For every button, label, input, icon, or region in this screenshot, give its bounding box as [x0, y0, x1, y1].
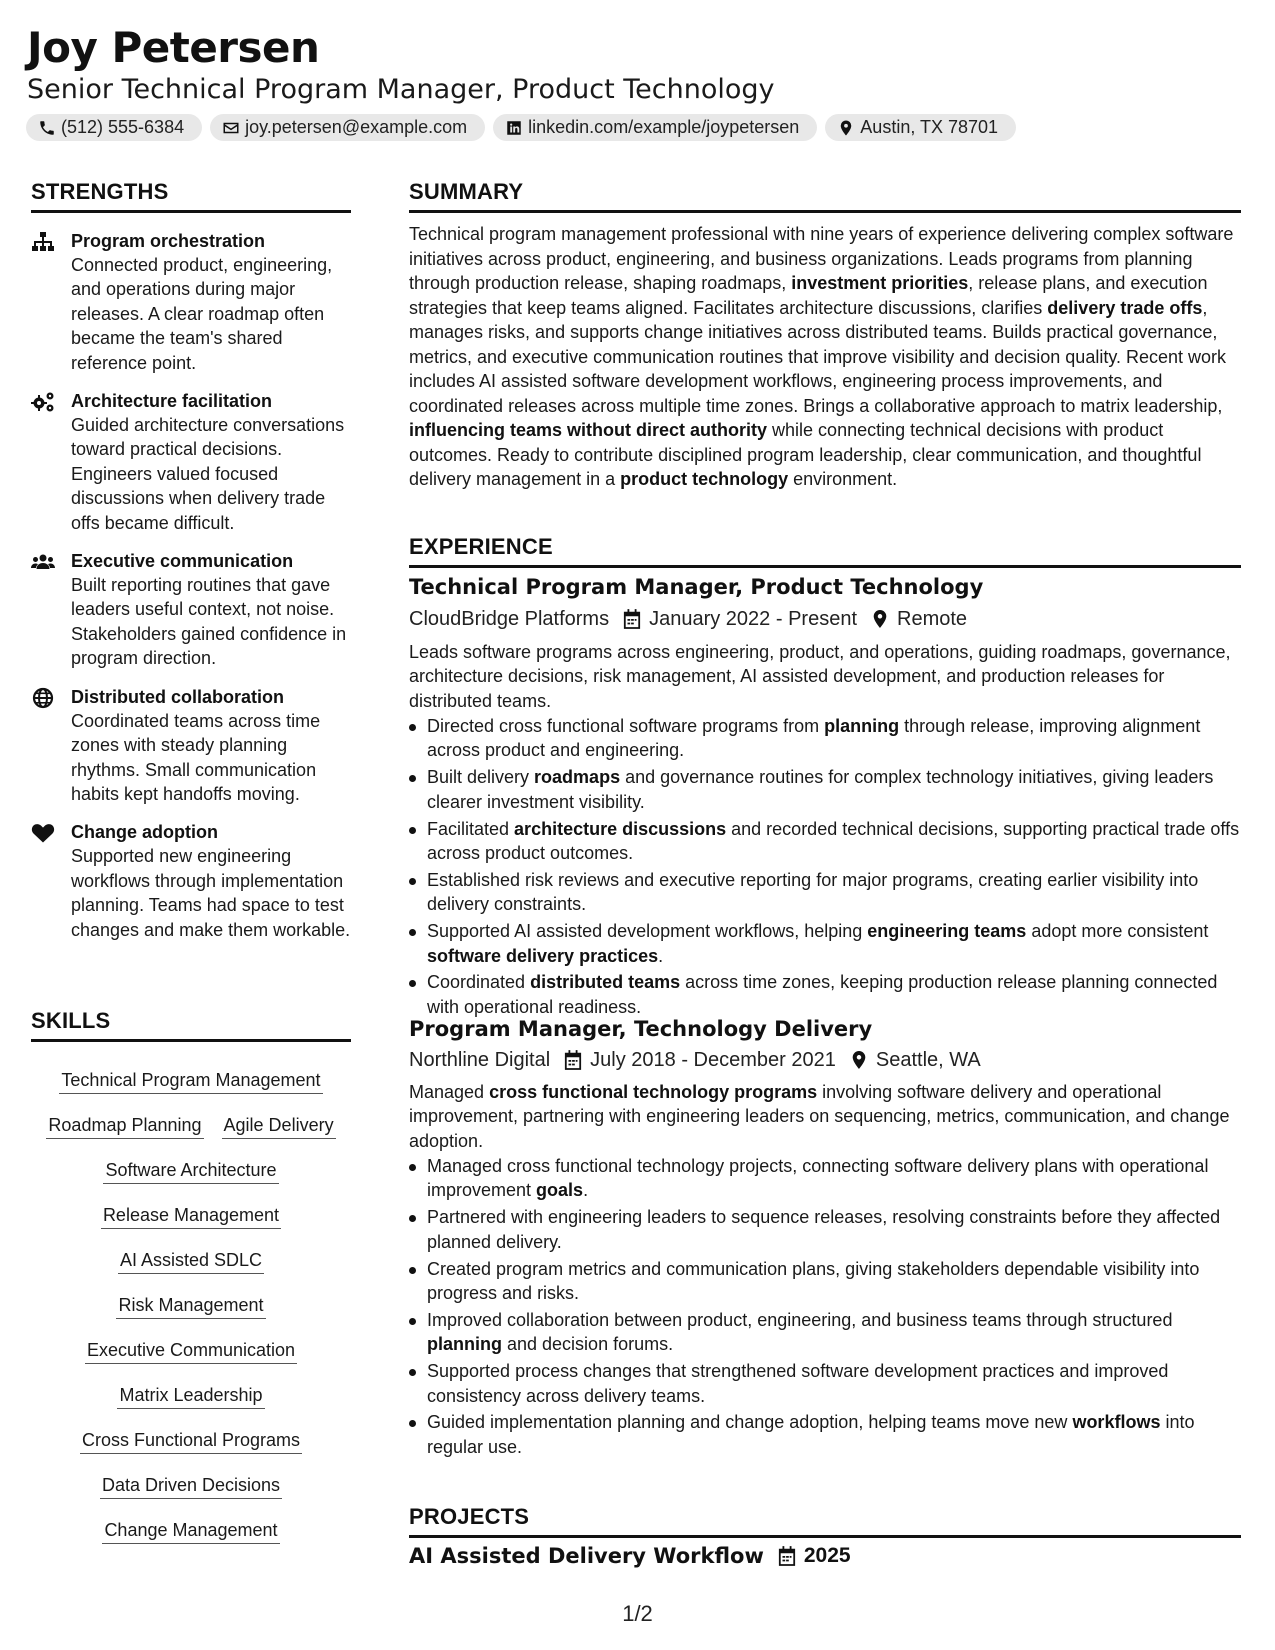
skill-tag: Agile Delivery — [222, 1113, 336, 1139]
strengths-divider — [31, 210, 351, 213]
job-location: Seattle, WA — [875, 1049, 981, 1071]
summary-divider — [409, 210, 1241, 213]
strength-item — [31, 229, 351, 375]
skill-tag: Executive Communication — [85, 1338, 297, 1364]
job-title: Technical Program Manager, Product Technology — [409, 575, 984, 599]
strength-title: Distributed collaboration — [71, 686, 285, 707]
phone-chip[interactable] — [26, 114, 202, 141]
map-pin-icon — [850, 1050, 868, 1070]
job-description: Managed cross functional technology programs involving software delivery and operational improvement, partnering with engineering leaders on sequencing, metrics, communication, and change adoption. — [409, 1082, 1230, 1151]
map-pin-icon — [837, 119, 855, 137]
projects-heading: PROJECTS — [409, 1504, 530, 1529]
skill-tag: Data Driven Decisions — [100, 1473, 282, 1499]
skill-tag: Roadmap Planning — [46, 1113, 203, 1139]
strengths-list — [31, 229, 351, 956]
project-title: AI Assisted Delivery Workflow — [409, 1544, 764, 1568]
summary-text: Technical program management professional with nine years of experience delivering complex software initiatives across product, engineering, and business organizations. Leads programs from planning through production release, shaping roadmaps, investment priorities, release plans, and execution strategies that keep teams aligned. Facilitates architecture discussions, clarifies delivery trade offs, manages risks, and supports change initiatives across distributed teams. Builds practical governance, metrics, and executive communication routines that improve visibility and decision quality. Recent work includes AI assisted software development workflows, engineering process improvements, and coordinated releases across multiple time zones. Brings a collaborative approach to matrix leadership, influencing teams without direct authority while connecting technical decisions with product outcomes. Ready to contribute disciplined program leadership, clear communication, and thoughtful delivery management in a product technology environment. — [409, 224, 1234, 489]
job-bullets — [409, 714, 1241, 1019]
job-block — [409, 1080, 1241, 1462]
job-bullet: Guided implementation planning and change adoption, helping teams move new workflows into regular use. — [409, 1410, 1241, 1459]
job-bullet: Facilitated architecture discussions and recorded technical decisions, supporting practical trade offs across product outcomes. — [409, 817, 1241, 866]
job-bullets — [409, 1154, 1241, 1459]
strength-text: Built reporting routines that gave leaders useful context, not noise. Stakeholders gained confidence in program direction. — [71, 575, 347, 669]
sitemap-icon — [31, 231, 55, 253]
projects-divider — [409, 1535, 1241, 1538]
skill-tag: Matrix Leadership — [117, 1383, 264, 1409]
experience-divider — [409, 565, 1241, 568]
strength-item — [31, 820, 351, 942]
email-text: joy.petersen@example.com — [245, 117, 468, 137]
skills-list — [31, 1068, 351, 1563]
skills-heading: SKILLS — [31, 1008, 111, 1033]
job-dates: January 2022 - Present — [649, 608, 857, 630]
contact-bar — [26, 114, 1016, 141]
calendar-icon — [564, 1050, 582, 1070]
skill-tag: AI Assisted SDLC — [118, 1248, 264, 1274]
strength-title: Architecture facilitation — [71, 391, 273, 412]
skill-tag: Technical Program Management — [59, 1068, 322, 1094]
calendar-icon — [623, 609, 641, 629]
strength-text: Guided architecture conversations toward practical decisions. Engineers valued focused discussions when delivery trade offs became difficult. — [71, 415, 345, 533]
experience-heading: EXPERIENCE — [409, 534, 553, 559]
candidate-name: Joy Petersen — [27, 23, 320, 72]
skill-tag: Cross Functional Programs — [80, 1428, 302, 1454]
linkedin-chip[interactable] — [493, 114, 817, 141]
job-meta — [409, 606, 967, 632]
users-icon — [31, 551, 55, 573]
job-bullet: Coordinated distributed teams across time zones, keeping production release planning connected with operational readiness. — [409, 970, 1241, 1019]
strength-item — [31, 549, 351, 671]
page-number: 1/2 — [622, 1601, 653, 1626]
skill-tag: Risk Management — [116, 1293, 265, 1319]
calendar-icon — [778, 1546, 796, 1566]
strength-title: Executive communication — [71, 551, 294, 572]
job-bullet: Supported process changes that strengthened software development practices and improved consistency across delivery teams. — [409, 1359, 1241, 1408]
strength-title: Program orchestration — [71, 231, 266, 251]
email-chip[interactable] — [210, 114, 485, 141]
skill-tag: Change Management — [102, 1518, 279, 1544]
strength-text: Supported new engineering workflows through implementation planning. Teams had space to test changes and make them workable. — [71, 846, 351, 940]
job-bullet: Built delivery roadmaps and governance routines for complex technology initiatives, giving leaders clearer investment visibility. — [409, 765, 1241, 814]
job-bullet: Established risk reviews and executive reporting for major programs, creating earlier visibility into delivery constraints. — [409, 868, 1241, 917]
phone-text: (512) 555-6384 — [61, 117, 185, 137]
skill-tag: Software Architecture — [103, 1158, 278, 1184]
strength-title: Change adoption — [71, 822, 218, 843]
job-location: Remote — [897, 608, 968, 630]
job-bullet: Improved collaboration between product, engineering, and business teams through structured planning and decision forums. — [409, 1308, 1241, 1357]
location-text: Austin, TX 78701 — [860, 117, 999, 137]
job-meta — [409, 1047, 981, 1073]
job-description: Leads software programs across engineering, product, and operations, guiding roadmaps, governance, architecture decisions, risk management, AI assisted development, and production releases for distributed teams. — [409, 642, 1231, 711]
job-bullet: Created program metrics and communication plans, giving stakeholders dependable visibility into progress and risks. — [409, 1257, 1241, 1306]
job-company: CloudBridge Platforms — [409, 608, 610, 630]
location-chip — [825, 114, 1016, 141]
strength-text: Coordinated teams across time zones with steady planning rhythms. Small communication habits kept handoffs moving. — [71, 710, 321, 804]
job-bullet: Partnered with engineering leaders to sequence releases, resolving constraints before they affected planned delivery. — [409, 1205, 1241, 1254]
project-year: 2025 — [803, 1544, 851, 1567]
job-bullet: Managed cross functional technology projects, connecting software delivery plans with operational improvement goals. — [409, 1154, 1241, 1203]
job-title: Program Manager, Technology Delivery — [409, 1017, 873, 1041]
strengths-heading: STRENGTHS — [31, 179, 169, 204]
map-pin-icon — [871, 609, 889, 629]
envelope-icon — [222, 119, 240, 137]
job-bullet: Directed cross functional software programs from planning through release, improving alignment across product and engineering. — [409, 714, 1241, 763]
phone-icon — [38, 119, 56, 137]
skills-divider — [31, 1039, 351, 1042]
linkedin-icon — [505, 119, 523, 137]
candidate-headline: Senior Technical Program Manager, Product Technology — [27, 74, 775, 105]
heart-icon — [31, 822, 55, 844]
strength-text: Connected product, engineering, and operations during major releases. A clear roadmap often became the team's shared reference point. — [71, 255, 333, 373]
job-block — [409, 640, 1241, 1022]
gears-icon — [31, 391, 55, 413]
strength-item — [31, 389, 351, 535]
summary-heading: SUMMARY — [409, 179, 524, 204]
job-company: Northline Digital — [409, 1049, 551, 1071]
strength-item — [31, 685, 351, 807]
linkedin-text: linkedin.com/example/joypetersen — [528, 117, 800, 137]
job-bullet: Supported AI assisted development workflows, helping engineering teams adopt more consistent software delivery practices. — [409, 919, 1241, 968]
project-item — [409, 1542, 851, 1570]
job-dates: July 2018 - December 2021 — [590, 1049, 836, 1071]
skill-tag: Release Management — [101, 1203, 281, 1229]
globe-icon — [31, 687, 55, 709]
